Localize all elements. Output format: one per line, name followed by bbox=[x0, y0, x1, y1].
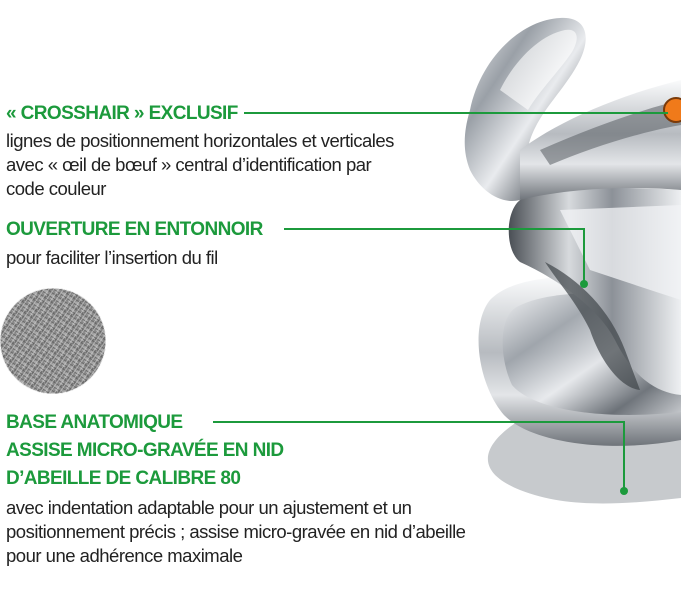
feature-base-description bbox=[6, 496, 465, 568]
description-line: pour faciliter l’insertion du fil bbox=[6, 247, 218, 268]
description-line: pour une adhérence maximale bbox=[6, 545, 243, 566]
mesh-texture-sample bbox=[0, 288, 106, 394]
description-line: code couleur bbox=[6, 178, 106, 199]
leader-dot-funnel bbox=[580, 280, 588, 288]
crosshair-color-dot bbox=[664, 98, 681, 122]
title-line: ASSISE MICRO-GRAVÉE EN NID bbox=[6, 440, 284, 461]
feature-base-title bbox=[6, 410, 284, 492]
feature-crosshair-description bbox=[6, 129, 394, 201]
title-line: D’ABEILLE DE CALIBRE 80 bbox=[6, 468, 241, 489]
leader-dot-base bbox=[620, 487, 628, 495]
description-line: avec « œil de bœuf » central d’identification par bbox=[6, 154, 372, 175]
feature-funnel-description bbox=[6, 246, 218, 270]
bracket-hook bbox=[465, 18, 681, 201]
title-line: BASE ANATOMIQUE bbox=[6, 412, 183, 433]
description-line: avec indentation adaptable pour un ajustement et un bbox=[6, 497, 412, 518]
feature-funnel-title: OUVERTURE EN ENTONNOIR bbox=[6, 219, 263, 240]
description-line: positionnement précis ; assise micro-gravée en nid d’abeille bbox=[6, 521, 466, 542]
feature-crosshair-title: « CROSSHAIR » EXCLUSIF bbox=[6, 103, 238, 124]
description-line: lignes de positionnement horizontales et verticales bbox=[6, 130, 394, 151]
